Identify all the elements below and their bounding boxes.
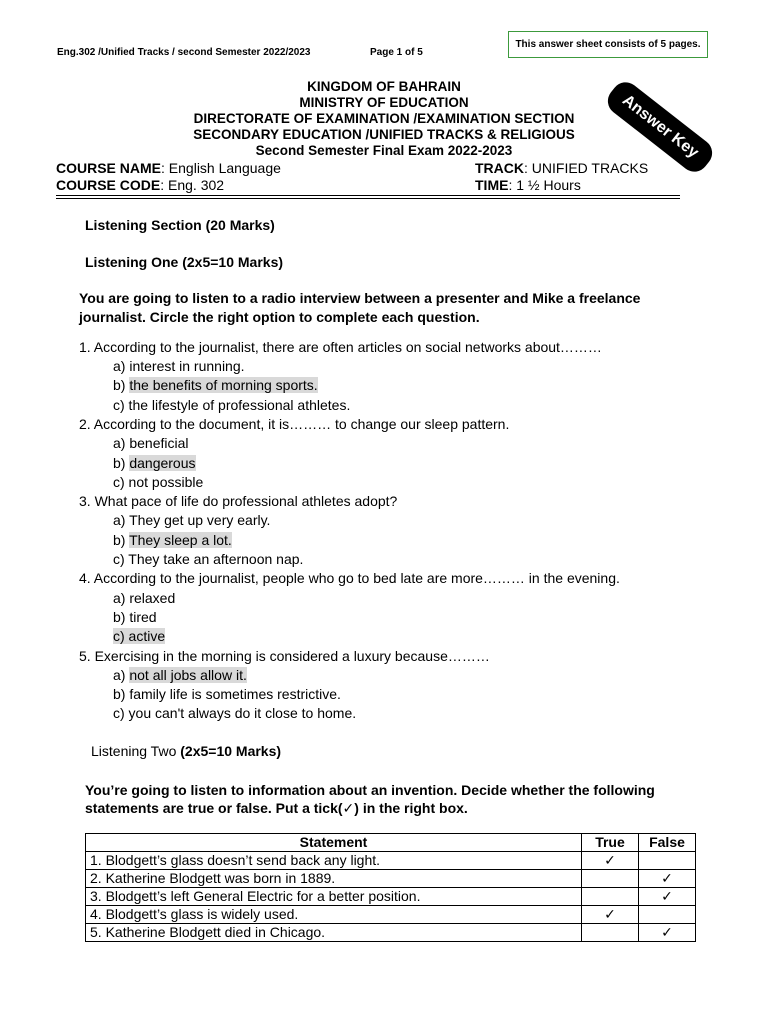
q2-option-b-letter: b) [113,455,130,471]
question-5: 5. Exercising in the morning is considered a luxury because……… [79,648,490,664]
course-code-value: : Eng. 302 [160,177,225,193]
statement-cell: 1. Blodgett’s glass doesn’t send back any light. [86,852,582,870]
title-exam: Second Semester Final Exam 2022-2023 [255,143,513,158]
q4-option-a: a) relaxed [113,590,176,606]
q5-option-b: b) family life is sometimes restrictive. [113,686,341,702]
course-name-value: : English Language [161,160,281,176]
header-true: True [582,834,639,852]
track-value: : UNIFIED TRACKS [524,160,649,176]
table-header-row [86,834,696,852]
track [475,160,648,176]
true-false-table [85,833,696,942]
q4-answer-highlight: c) active [113,628,166,644]
listening-one-instruction-line2: journalist. Circle the right option to complete each question. [79,309,480,325]
q2-option-a: a) beneficial [113,435,189,451]
q1-option-a: a) interest in running. [113,358,245,374]
course-name [56,160,281,176]
q1-answer-highlight: the benefits of morning sports. [129,377,318,393]
track-label: TRACK [475,160,524,176]
title-kingdom: KINGDOM OF BAHRAIN [307,79,461,94]
q3-option-b [113,531,232,550]
false-tick-cell[interactable]: ✓ [639,870,696,888]
table-row [86,888,696,906]
table-row [86,852,696,870]
table-row [86,870,696,888]
question-2: 2. According to the document, it is……… to change our sleep pattern. [79,416,510,432]
false-tick-cell[interactable]: ✓ [639,888,696,906]
question-4: 4. According to the journalist, people who go to bed late are more……… in the evening. [79,570,620,586]
q1-option-b-letter: b) [113,377,130,393]
statement-cell: 4. Blodgett’s glass is widely used. [86,906,582,924]
table-row [86,906,696,924]
header-statement: Statement [86,834,582,852]
question-3: 3. What pace of life do professional athletes adopt? [79,493,398,509]
q2-option-c: c) not possible [113,474,204,490]
listening-two-title [91,743,281,759]
listening-one-instruction-line1: You are going to listen to a radio interview between a presenter and Mike a freelance [79,290,641,306]
false-tick-cell[interactable] [639,852,696,870]
true-tick-cell[interactable] [582,924,639,942]
time-label: TIME [475,177,509,193]
statement-cell: 2. Katherine Blodgett was born in 1889. [86,870,582,888]
answer-key-stamp: Answer Key [602,77,717,178]
statement-cell: 3. Blodgett’s left General Electric for a better position. [86,888,582,906]
false-tick-cell[interactable] [639,906,696,924]
exam-code-line: Eng.302 /Unified Tracks / second Semester 2022/2023 [57,47,311,58]
header-false: False [639,834,696,852]
q5-option-a [113,666,247,685]
statement-cell: 5. Katherine Blodgett died in Chicago. [86,924,582,942]
q4-option-c [113,627,165,646]
listening-two-instruction-line1: You’re going to listen to information about an invention. Decide whether the following [85,782,655,798]
listening-two-title-marks: (2x5=10 Marks) [180,743,282,759]
q3-option-c: c) They take an afternoon nap. [113,551,304,567]
q3-option-b-letter: b) [113,532,130,548]
false-tick-cell[interactable]: ✓ [639,924,696,942]
question-1: 1. According to the journalist, there are often articles on social networks about……… [79,339,602,355]
q5-option-a-letter: a) [113,667,130,683]
q3-option-a: a) They get up very early. [113,512,271,528]
time [475,177,581,193]
q2-answer-highlight: dangerous [129,455,196,471]
true-tick-cell[interactable]: ✓ [582,906,639,924]
true-tick-cell[interactable] [582,888,639,906]
q2-option-b [113,454,196,473]
header-divider-top [56,195,680,196]
q1-option-b [113,376,318,395]
listening-section-title: Listening Section (20 Marks) [85,217,275,233]
true-tick-cell[interactable] [582,870,639,888]
time-value: : 1 ½ Hours [508,177,581,193]
listening-two-title-plain: Listening Two [91,743,181,759]
pages-note-box: This answer sheet consists of 5 pages. [508,31,708,58]
q3-answer-highlight: They sleep a lot. [129,532,232,548]
course-code [56,177,224,193]
course-name-label: COURSE NAME [56,160,162,176]
title-directorate: DIRECTORATE OF EXAMINATION /EXAMINATION SECTION [193,111,575,126]
header-divider-bottom [56,198,680,199]
true-tick-cell[interactable]: ✓ [582,852,639,870]
listening-one-title: Listening One (2x5=10 Marks) [85,254,284,270]
course-code-label: COURSE CODE [56,177,161,193]
q5-answer-highlight: not all jobs allow it. [129,667,247,683]
table-row [86,924,696,942]
listening-two-instruction-line2: statements are true or false. Put a tick(✓) in the right box. [85,800,468,816]
page-number: Page 1 of 5 [370,47,423,58]
q5-option-c: c) you can't always do it close to home. [113,705,357,721]
q1-option-c: c) the lifestyle of professional athletes. [113,397,351,413]
q4-option-b: b) tired [113,609,157,625]
title-ministry: MINISTRY OF EDUCATION [299,95,469,110]
title-secondary: SECONDARY EDUCATION /UNIFIED TRACKS & RELIGIOUS [193,127,575,142]
